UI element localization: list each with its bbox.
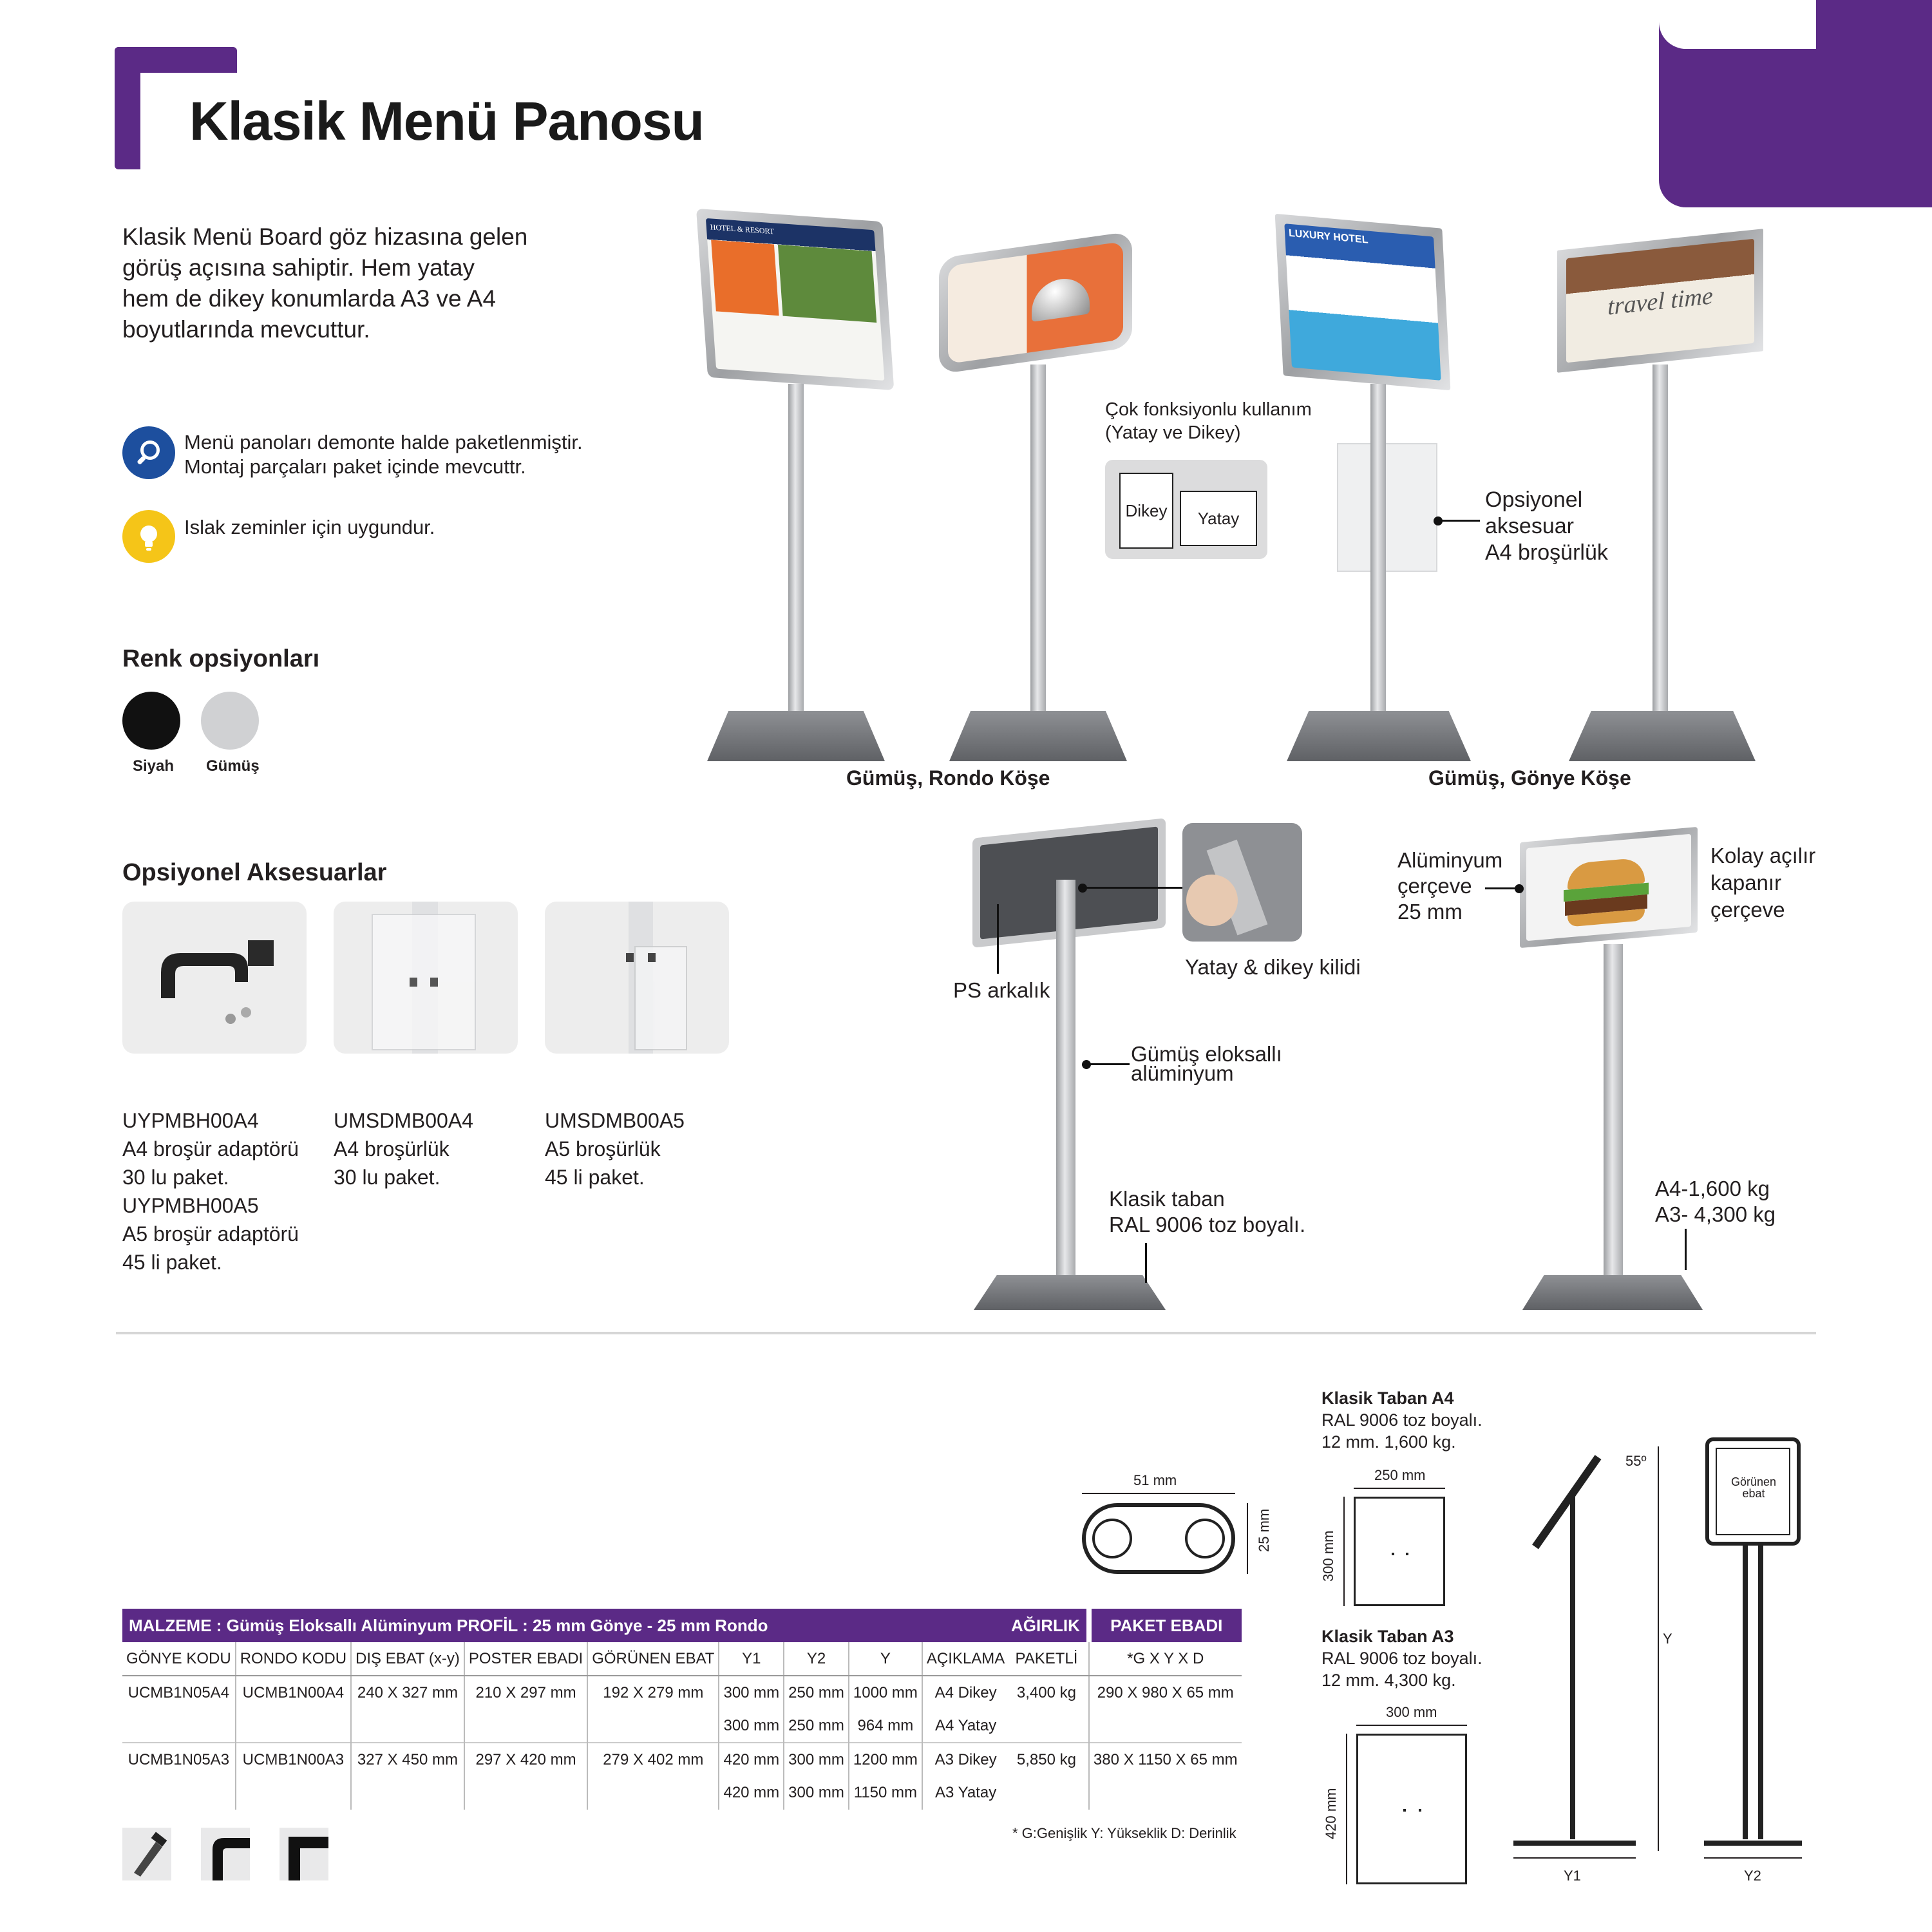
base-label xyxy=(1109,1186,1305,1238)
base-a3-drawing xyxy=(1356,1734,1467,1884)
portrait-label: Dikey xyxy=(1119,473,1173,549)
table-header: Y1 xyxy=(719,1642,784,1676)
accessory-line: A4 broşürlük xyxy=(334,1137,450,1160)
base-a4-title: Klasik Taban A4 xyxy=(1321,1388,1454,1408)
callout-line xyxy=(1145,1243,1147,1283)
table-cell xyxy=(351,1709,464,1743)
accessory-line: UYPMBH00A4 xyxy=(122,1109,259,1132)
table-cell xyxy=(587,1709,719,1743)
table-cell: 300 mm xyxy=(719,1709,784,1743)
table-cell: UCMB1N00A3 xyxy=(236,1743,351,1776)
table-cell xyxy=(122,1709,236,1743)
profile-width-label: 51 mm xyxy=(1133,1472,1177,1488)
table-cell xyxy=(464,1709,587,1743)
table-cell: 1150 mm xyxy=(849,1776,922,1810)
accessory-line: 30 lu paket. xyxy=(122,1166,229,1189)
table-cell xyxy=(587,1776,719,1810)
table-cell: 5,850 kg xyxy=(1005,1743,1089,1776)
table-cell: 380 X 1150 X 65 mm xyxy=(1089,1743,1242,1776)
poster-3-title: LUXURY HOTEL xyxy=(1288,227,1368,246)
page-title: Klasik Menü Panosu xyxy=(189,91,704,151)
table-cell: A3 Dikey xyxy=(922,1743,1009,1776)
frame-label xyxy=(1397,848,1502,925)
accessory-callout xyxy=(1485,487,1608,566)
table-cell xyxy=(236,1776,351,1810)
table-cell: 250 mm xyxy=(784,1709,849,1743)
table-row xyxy=(1005,1743,1242,1776)
feature-line: Montaj parçaları paket içinde mevcuttr. xyxy=(184,455,526,478)
accessory-text xyxy=(122,1106,299,1276)
accessory-line: UMSDMB00A5 xyxy=(545,1109,685,1132)
base-a4-width: 250 mm xyxy=(1374,1467,1426,1483)
callout-line-text: A4 broşürlük xyxy=(1485,540,1608,565)
profile-cross-section xyxy=(1082,1503,1235,1574)
table-cell: 420 mm xyxy=(719,1743,784,1776)
table-row xyxy=(1005,1709,1242,1743)
table-cell: 279 X 402 mm xyxy=(587,1743,719,1776)
weights-label xyxy=(1655,1176,1776,1227)
accessory-line: 45 li paket. xyxy=(545,1166,645,1189)
front-view-pole-right xyxy=(1758,1546,1763,1839)
table-cell: A4 Yatay xyxy=(922,1709,1009,1743)
material-header: MALZEME : Gümüş Eloksallı Alüminyum PROFİL : 25 mm Gönye - 25 mm Rondo xyxy=(122,1609,1009,1642)
visible-area-label xyxy=(1731,1476,1776,1499)
front-view-frame xyxy=(1705,1437,1801,1546)
weight-line: A4-1,600 kg xyxy=(1655,1177,1770,1200)
table-row xyxy=(122,1743,1009,1776)
weight-sub-header: PAKETLİ xyxy=(1005,1642,1089,1676)
table-cell: 300 mm xyxy=(719,1676,784,1709)
poster-4-title: travel time xyxy=(1607,282,1713,321)
stand-4-base xyxy=(1569,711,1756,761)
swatch-black[interactable] xyxy=(122,692,180,750)
callout-line-text: aksesuar xyxy=(1485,514,1574,538)
accessory-line: 45 li paket. xyxy=(122,1251,222,1274)
magnifier-icon xyxy=(122,426,175,479)
table-cell: 192 X 279 mm xyxy=(587,1676,719,1709)
table-row xyxy=(1005,1676,1242,1709)
table-row xyxy=(1005,1776,1242,1810)
gonye-corner-icon xyxy=(279,1828,328,1880)
intro-line: boyutlarında mevcuttur. xyxy=(122,316,370,343)
accessory-text xyxy=(334,1106,473,1191)
side-view-frame xyxy=(1532,1455,1601,1549)
stand-3-frame xyxy=(1275,214,1451,390)
dimension-line xyxy=(1082,1493,1235,1494)
callout-line-text: Opsiyonel xyxy=(1485,488,1583,512)
table-header: GÖRÜNEN EBAT xyxy=(587,1642,719,1676)
base-a4-drawing xyxy=(1354,1497,1445,1606)
accessory-line: A5 broşürlük xyxy=(545,1137,661,1160)
table-cell: 420 mm xyxy=(719,1776,784,1810)
dimension-line xyxy=(1704,1857,1802,1859)
swatch-label: Gümüş xyxy=(206,757,260,775)
frame-line: 25 mm xyxy=(1397,900,1463,923)
snap-frame-stand xyxy=(1520,827,1698,948)
base-a3-height: 420 mm xyxy=(1323,1788,1339,1839)
callout-line xyxy=(1685,1229,1687,1270)
caption-rondo: Gümüş, Rondo Köşe xyxy=(846,766,1050,790)
visible-area-line: Görünen xyxy=(1731,1475,1777,1488)
table-cell xyxy=(351,1776,464,1810)
table-cell: 3,400 kg xyxy=(1016,1683,1076,1701)
side-view-base xyxy=(1513,1841,1636,1846)
stand-1-pole xyxy=(788,384,804,712)
accessory-line: A4 broşür adaptörü xyxy=(122,1137,299,1160)
package-header: PAKET EBADI xyxy=(1089,1609,1242,1642)
intro-line: Klasik Menü Board göz hizasına gelen xyxy=(122,223,528,250)
table-cell: UCMB1N00A4 xyxy=(236,1676,351,1709)
table-row xyxy=(122,1709,1009,1743)
accessory-text xyxy=(545,1106,685,1191)
y1-label: Y1 xyxy=(1564,1868,1581,1884)
visible-area-line: ebat xyxy=(1742,1487,1765,1500)
dimension-line xyxy=(1658,1446,1659,1851)
intro-text xyxy=(122,222,527,345)
table-cell: A4 Dikey xyxy=(922,1676,1009,1709)
aluminium-line: Gümüş eloksallı xyxy=(1131,1042,1282,1066)
table-header: RONDO KODU xyxy=(236,1642,351,1676)
callout-line xyxy=(997,904,999,974)
dimension-line xyxy=(1356,1725,1467,1726)
stand-3-pole xyxy=(1370,384,1386,712)
intro-line: hem de dikey konumlarda A3 ve A4 xyxy=(122,285,497,312)
table-cell: 1200 mm xyxy=(849,1743,922,1776)
angle-label: 55º xyxy=(1625,1453,1647,1469)
stand-4-pole xyxy=(1653,365,1668,712)
table-cell: 290 X 980 X 65 mm xyxy=(1089,1676,1242,1709)
table-cell xyxy=(236,1709,351,1743)
swatch-label: Siyah xyxy=(133,757,175,775)
swatch-silver[interactable] xyxy=(201,692,259,750)
table-header: Y xyxy=(849,1642,922,1676)
table-cell: 1000 mm xyxy=(849,1676,922,1709)
table-row xyxy=(122,1676,1009,1709)
brochure-holder xyxy=(1337,443,1437,572)
stand-2-pole xyxy=(1030,365,1046,712)
aluminium-label xyxy=(1131,1042,1282,1085)
multi-use-line: Çok fonksiyonlu kullanım xyxy=(1105,399,1312,420)
table-cell: 964 mm xyxy=(849,1709,922,1743)
base-line: RAL 9006 toz boyalı. xyxy=(1109,1213,1306,1236)
base-a3-width: 300 mm xyxy=(1386,1704,1437,1720)
frame-line: Alüminyum xyxy=(1397,848,1503,872)
multi-use-line: (Yatay ve Dikey) xyxy=(1105,422,1241,443)
feature-text xyxy=(184,515,435,540)
base-a3-text xyxy=(1321,1625,1482,1691)
table-cell xyxy=(464,1776,587,1810)
brochure-adapter-image xyxy=(122,902,307,1054)
a5-brochure-holder-image xyxy=(545,902,729,1054)
base-a4-text xyxy=(1321,1387,1482,1453)
section-divider xyxy=(116,1332,1816,1334)
table-cell: 250 mm xyxy=(784,1676,849,1709)
table-cell: 300 mm xyxy=(784,1776,849,1810)
weight-header: AĞIRLIK xyxy=(1005,1609,1089,1642)
stand-2-base xyxy=(949,711,1127,761)
dimension-line xyxy=(1354,1488,1445,1489)
screw-icon xyxy=(122,1828,171,1880)
y-label: Y xyxy=(1663,1631,1672,1647)
table-cell: A3 Yatay xyxy=(922,1776,1009,1810)
a4-brochure-holder-image xyxy=(334,902,518,1054)
lock-photo xyxy=(1182,823,1302,942)
side-view-pole xyxy=(1570,1494,1575,1839)
table-footnote: * G:Genişlik Y: Yükseklik D: Derinlik xyxy=(1012,1825,1236,1841)
dimension-line xyxy=(1513,1857,1636,1859)
table-cell: 327 X 450 mm xyxy=(351,1743,464,1776)
diagram-1-base xyxy=(974,1275,1166,1310)
front-view-base xyxy=(1704,1841,1802,1846)
table-header: GÖNYE KODU xyxy=(122,1642,236,1676)
table-cell: 297 X 420 mm xyxy=(464,1743,587,1776)
diagram-2-pole xyxy=(1604,944,1623,1275)
callout-line xyxy=(1090,1063,1130,1065)
rondo-corner-icon xyxy=(201,1828,250,1880)
multi-use-text xyxy=(1105,398,1312,444)
package-sub-header: *G X Y X D xyxy=(1089,1642,1242,1676)
spec-table xyxy=(122,1609,1009,1810)
color-options-heading: Renk opsiyonları xyxy=(122,645,320,672)
base-a3-line: RAL 9006 toz boyalı. xyxy=(1321,1649,1482,1668)
callout-line xyxy=(1441,520,1480,522)
dimension-line xyxy=(1346,1734,1347,1884)
base-a4-line: RAL 9006 toz boyalı. xyxy=(1321,1410,1482,1430)
base-a3-title: Klasik Taban A3 xyxy=(1321,1627,1454,1646)
accessories-heading: Opsiyonel Aksesuarlar xyxy=(122,859,387,886)
dimension-line xyxy=(1247,1503,1248,1574)
diagram-1-pole xyxy=(1056,880,1075,1275)
lock-label: Yatay & dikey kilidi xyxy=(1185,955,1361,979)
stand-3-base xyxy=(1287,711,1471,761)
table-header: POSTER EBADI xyxy=(464,1642,587,1676)
base-line: Klasik taban xyxy=(1109,1187,1225,1211)
feature-line: Islak zeminler için uygundur. xyxy=(184,516,435,538)
table-cell: 240 X 327 mm xyxy=(351,1676,464,1709)
table-header: DIŞ EBAT (x-y) xyxy=(351,1642,464,1676)
stand-1-base xyxy=(707,711,885,761)
table-header: AÇIKLAMA xyxy=(922,1642,1009,1676)
table-header: Y2 xyxy=(784,1642,849,1676)
table-cell: UCMB1N05A4 xyxy=(128,1683,230,1701)
accessory-line: UMSDMB00A4 xyxy=(334,1109,473,1132)
callout-line xyxy=(1086,887,1182,889)
snap-line: kapanır xyxy=(1710,871,1782,895)
callout-dot xyxy=(1515,884,1524,893)
dimension-line xyxy=(1343,1497,1345,1606)
snap-line: çerçeve xyxy=(1710,898,1785,922)
accessory-line: A5 broşür adaptörü xyxy=(122,1222,299,1245)
feature-line: Menü panoları demonte halde paketlenmiştir. xyxy=(184,431,583,453)
corner-tab-notch xyxy=(1659,0,1816,49)
snap-line: Kolay açılır xyxy=(1710,844,1816,867)
intro-line: görüş açısına sahiptir. Hem yatay xyxy=(122,254,475,281)
callout-line xyxy=(1485,887,1517,889)
frame-line: çerçeve xyxy=(1397,874,1472,898)
base-a4-line: 12 mm. 1,600 kg. xyxy=(1321,1432,1456,1452)
table-cell xyxy=(122,1776,236,1810)
table-cell: UCMB1N05A3 xyxy=(122,1743,236,1776)
stand-1-frame xyxy=(696,209,895,397)
ps-back-label: PS arkalık xyxy=(953,978,1050,1002)
stand-2-frame xyxy=(939,231,1132,377)
lightbulb-icon xyxy=(122,510,175,563)
orientation-box xyxy=(1105,460,1267,559)
base-a4-height: 300 mm xyxy=(1320,1530,1336,1582)
caption-gonye: Gümüş, Gönye Köşe xyxy=(1428,766,1631,790)
table-row xyxy=(122,1776,1009,1810)
stand-4-frame xyxy=(1557,229,1763,379)
y2-label: Y2 xyxy=(1744,1868,1761,1884)
front-view-pole-left xyxy=(1743,1546,1748,1839)
landscape-label: Yatay xyxy=(1180,491,1257,546)
poster-1-title: HOTEL & RESORT xyxy=(710,222,775,236)
accessory-line: UYPMBH00A5 xyxy=(122,1194,259,1217)
title-bracket xyxy=(115,47,140,169)
diagram-2-base xyxy=(1522,1275,1703,1310)
accessory-line: 30 lu paket. xyxy=(334,1166,440,1189)
weight-line: A3- 4,300 kg xyxy=(1655,1202,1776,1226)
table-cell: 210 X 297 mm xyxy=(464,1676,587,1709)
profile-height-label: 25 mm xyxy=(1256,1508,1272,1552)
aluminium-line: alüminyum xyxy=(1131,1061,1234,1085)
snap-label xyxy=(1710,842,1815,923)
table-cell: 300 mm xyxy=(784,1743,849,1776)
weight-table xyxy=(1005,1609,1242,1810)
feature-text xyxy=(184,430,583,479)
base-a3-line: 12 mm. 4,300 kg. xyxy=(1321,1671,1456,1690)
